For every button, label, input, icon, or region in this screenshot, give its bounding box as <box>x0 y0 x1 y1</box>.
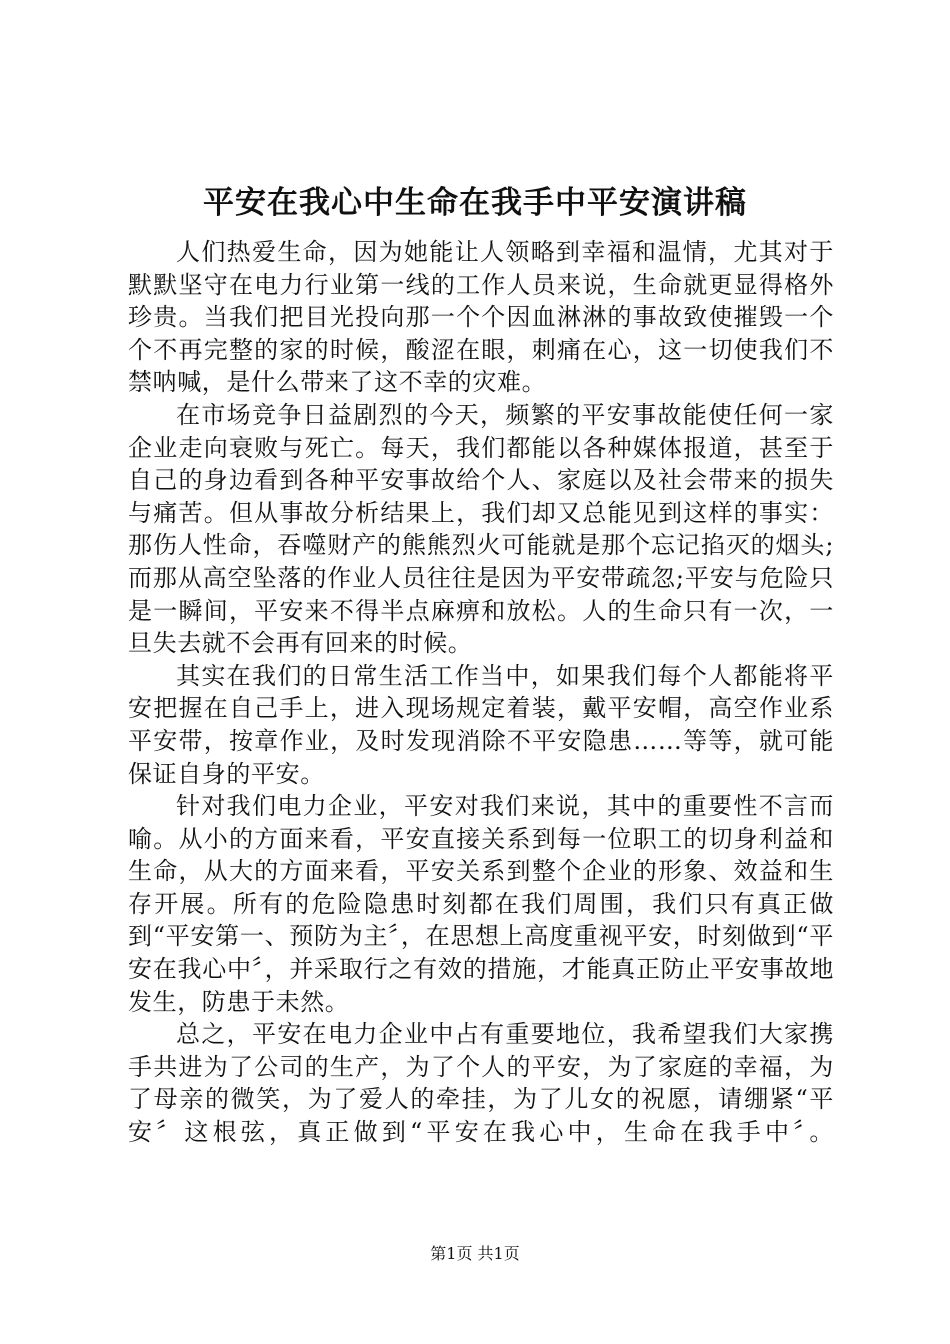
document-body <box>128 236 834 1149</box>
document-title: 平安在我心中生命在我手中平安演讲稿 <box>203 185 747 221</box>
paragraph-2: 在市场竞争日益剧烈的今天，频繁的平安事故能使任何一家企业走向衰败与死亡。每天，我们都能以各种媒体报道，甚至于自己的身边看到各种平安事故给个人、家庭以及社会带来的损失与痛苦。但从事故分析结果上，我们却又总能见到这样的事实：那伤人性命，吞噬财产的熊熊烈火可能就是那个忘记掐灭的烟头;而那从高空坠落的作业人员往往是因为平安带疏忽;平安与危险只是一瞬间，平安来不得半点麻痹和放松。人的生命只有一次，一旦失去就不会再有回来的时候。 <box>128 400 834 658</box>
paragraph-3: 其实在我们的日常生活工作当中，如果我们每个人都能将平安把握在自己手上，进入现场规定着装，戴平安帽，高空作业系平安带，按章作业，及时发现消除不平安隐患……等等，就可能保证自身的平安。 <box>128 661 834 788</box>
paragraph-5: 总之，平安在电力企业中占有重要地位，我希望我们大家携手共进为了公司的生产，为了个人的平安，为了家庭的幸福，为了母亲的微笑，为了爱人的牵挂，为了儿女的祝愿，请绷紧“平安〞这根弦，真正做到“平安在我心中，生命在我手中〞。 <box>128 1020 834 1147</box>
page-footer: 第1页 共1页 <box>430 1244 520 1263</box>
paragraph-4: 针对我们电力企业，平安对我们来说，其中的重要性不言而喻。从小的方面来看，平安直接关系到每一位职工的切身利益和生命，从大的方面来看，平安关系到整个企业的形象、效益和生存开展。所有的危险隐患时刻都在我们周围，我们只有真正做到“平安第一、预防为主〞，在思想上高度重视平安，时刻做到“平安在我心中〞，并采取行之有效的措施，才能真正防止平安事故地发生，防患于未然。 <box>128 792 834 1016</box>
paragraph-1: 人们热爱生命，因为她能让人领略到幸福和温情，尤其对于默默坚守在电力行业第一线的工作人员来说，生命就更显得格外珍贵。当我们把目光投向那一个个因血淋淋的事故致使摧毁一个个不再完整的家的时候，酸涩在眼，刺痛在心，这一切使我们不禁呐喊，是什么带来了这不幸的灾难。 <box>128 238 834 397</box>
